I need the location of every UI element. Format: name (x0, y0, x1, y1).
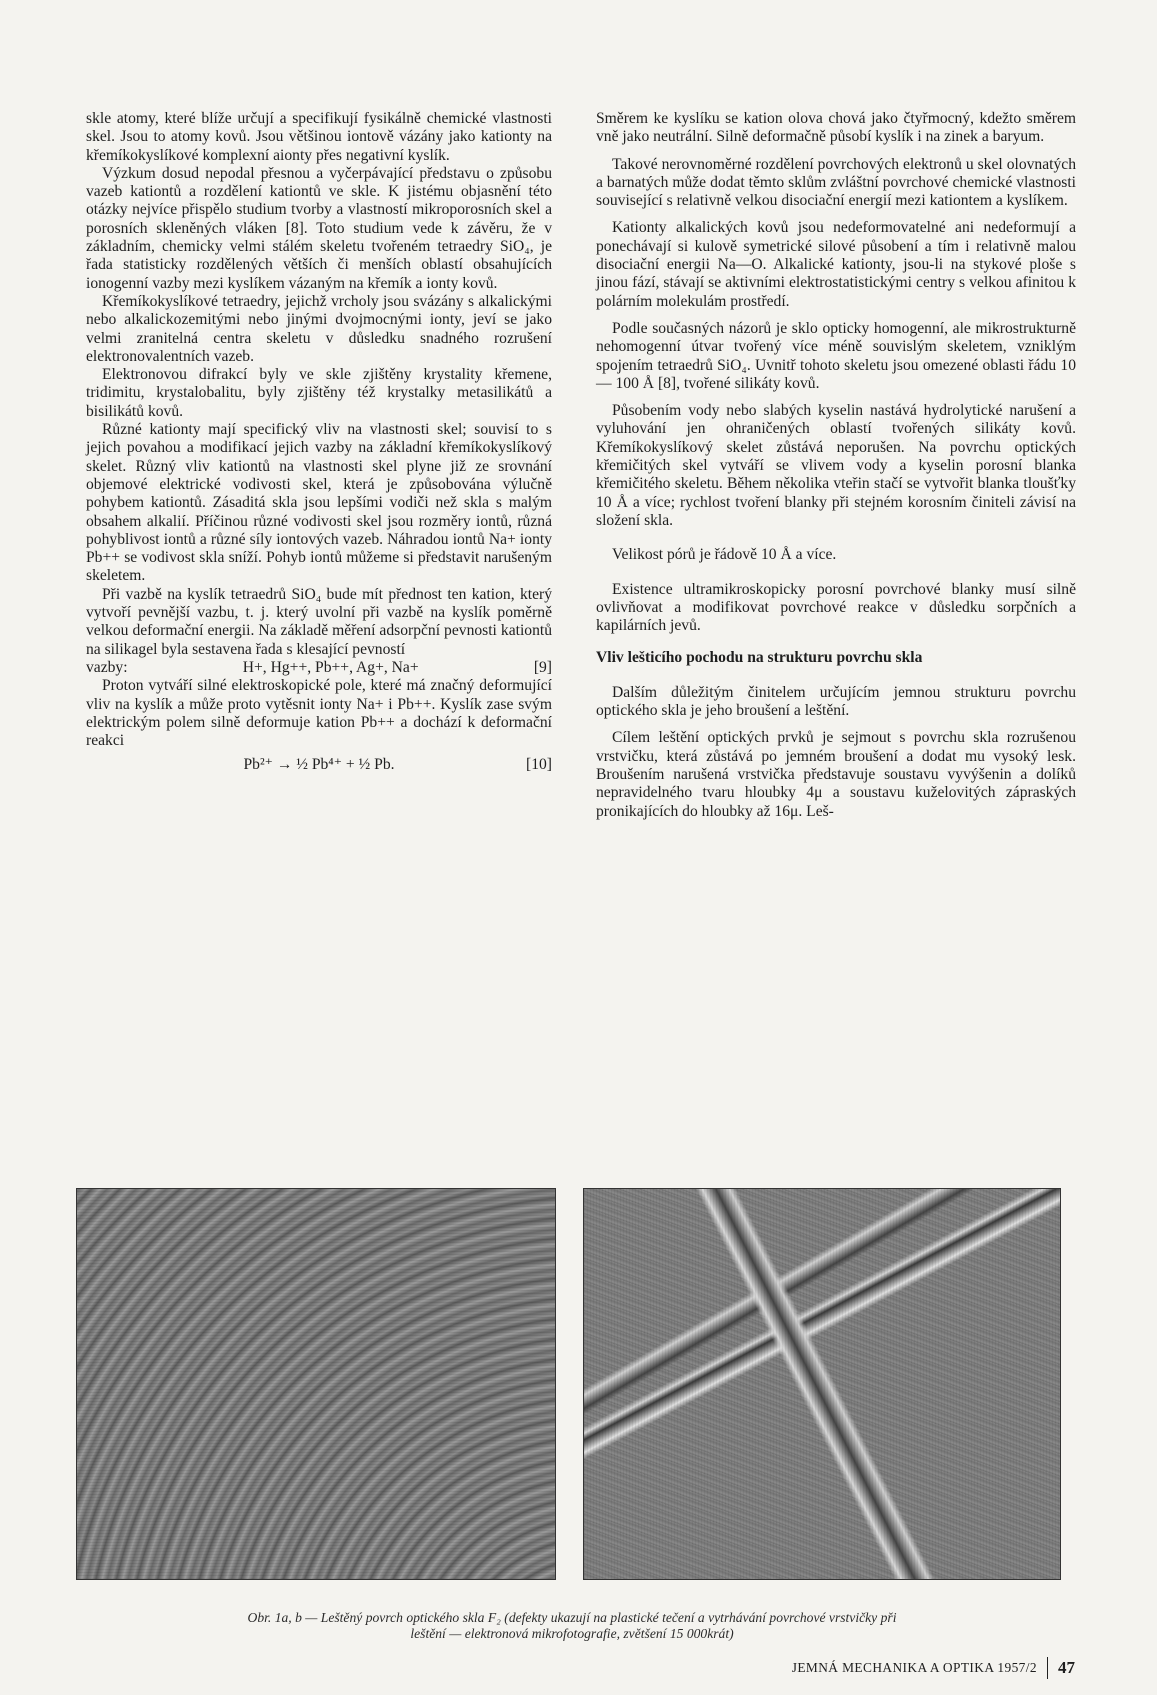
paragraph: Směrem ke kyslíku se kation olova chová jako čtyřmocný, kdežto směrem vně jako neutrální. Silně deformačně působí kyslík i na zinek a baryum. (596, 110, 1076, 146)
paragraph: Takové nerovnoměrné rozdělení povrchových elektronů u skel olovnatých a barnatých může dodat těmto sklům zvláštní povrchové chemické vlastnosti související s relativně velkou disociační energií mezi kationtem a kyslíkem. (596, 155, 1076, 210)
paragraph: Působením vody nebo slabých kyselin nastává hydrolytické narušení a vyluhování jen ohraničených oblastí tvořených silikáty kovů. Křemíkokyslíkový skelet zůstává neporušen. Na povrchu optických křemičitých skel vytváří se vlivem vody a kyselin porosní blanka křemičitého skeletu. Během několika vteřin stačí se vytvořit blanka tloušťky 10 Å a více; rychlost tvoření blanky při stejném korosním činiteli závisí na složení skla. (596, 402, 1076, 529)
series-number: [9] (533, 658, 552, 676)
paragraph: Různé kationty mají specifický vliv na vlastnosti skel; souvisí to s jejich povahou a modifikací jejich vazby na základní křemíkokyslíkový skelet. Různý vliv kationtů na vlastnosti skel plyne již ze srovnání objemové elektrické vodivosti skel, která je způsobována výlučně pohybem kationtů. Zásaditá skla jsou lepšími vodiči než skla s malým obsahem alkalií. Příčinou různé vodivosti skel jsou rozměry iontů, různá pohyblivost iontů a různé síly iontových vazeb. Náhradou iontů Na+ ionty Pb++ se vodivost skla sníží. Pohyb iontů můžeme si představit narušeným skeletem. (86, 421, 552, 585)
micrograph-1a (76, 1188, 556, 1580)
right-column (596, 110, 1076, 830)
paragraph: Při vazbě na kyslík tetraedrů SiO₄ bude mít přednost ten kation, který vytvoří pevnější vazbu, t. j. který uvolní při vazbě na kyslík poměrně velkou deformační energii. Na základě měření adsorpční pevnosti kationtů na silikagel byla sestavena řada s klesající pevností (86, 585, 552, 658)
paragraph: skle atomy, které blíže určují a specifikují fysikálně chemické vlastnosti skel. Jsou to atomy kovů. Jsou většinou iontově vázány jako kationty na křemíkokyslíkové komplexní aionty přes negativní kyslík. (86, 110, 552, 164)
paragraph: Velikost pórů je řádově 10 Å a více. (612, 546, 837, 564)
paragraph: Podle současných názorů je sklo opticky homogenní, ale mikrostrukturně nehomogenní útvar tvořený více méně souvislým skeletem, vzniklým spojením tetraedrů SiO₄. Uvnitř tohoto skeletu jsou omezené oblasti řádu 10 — 100 Å [8], tvořené silikáty kovů. (596, 319, 1076, 392)
cation-series (86, 659, 552, 677)
left-column (86, 110, 552, 775)
equation-number: [10] (526, 756, 552, 774)
paragraph: Křemíkokyslíkové tetraedry, jejichž vrcholy jsou svázány s alkalickými nebo alkalickozemitými nebo jinými dvojmocnými ionty, jeví se jako velmi zranitelná centra skeletu v důsledku snadného rozrušení elektronovalentních vazeb. (86, 292, 552, 365)
page-number: 47 (1058, 1658, 1075, 1677)
paragraph: Dalším důležitým činitelem určujícím jemnou strukturu povrchu optického skla je jeho broušení a leštění. (596, 683, 1076, 720)
paragraph: Elektronovou difrakcí byly ve skle zjištěny krystality křemene, tridimitu, krystalobalitu, byly zjištěny též krystalky metasilikátů a bisilikátů kovů. (86, 366, 552, 420)
section-heading: Vliv lešticího pochodu na strukturu povrchu skla (596, 649, 923, 667)
micrograph-1b (583, 1188, 1061, 1580)
paragraph: Výzkum dosud nepodal přesnou a vyčerpávající představu o způsobu vazeb kationtů a rozdělení kationtů ve skle. K jistému objasnění této otázky nejvíce přispělo studium tvorby a vlastností mikroporosních skel a porosních skleněných vláken [8]. Toto studium vede k závěru, že v základním, chemicky velmi stálém skeletu tvořeném tetraedry SiO₄, je řada statisticky rozdělených větších či menších oblastí obsahujících ionogenní vazby mezi kyslíkem vázaným na křemík a ionty kovů. (86, 164, 552, 292)
paragraph: Kationty alkalických kovů jsou nedeformovatelné ani nedeformují a ponechávají si kulově symetrické silové působení a tím i relativně malou disociační energii Na—O. Alkalické kationty, jsou-li na stykové ploše s jinou fází, stávají se aktivními elektrostatistickými centry s velkou afinitou k polárním molekulám prostředí. (596, 219, 1076, 310)
caption-line: Obr. 1a, b — Leštěný povrch optického skla F₂ (defekty ukazují na plastické tečení a vytrhávání povrchové vrstvičky při (247, 1610, 897, 1625)
paragraph: Existence ultramikroskopicky porosní povrchové blanky musí silně ovlivňovat a modifikovat povrchové reakce v důsledku sorpčních a kapilárních jevů. (596, 580, 1076, 635)
page-footer (792, 1657, 1075, 1679)
series-values: H+, Hg++, Pb++, Ag+, Na+ (242, 658, 419, 676)
footer-divider (1047, 1657, 1048, 1679)
journal-name: JEMNÁ MECHANIKA A OPTIKA 1957/2 (791, 1660, 1037, 1675)
paragraph: Proton vytváří silné elektroskopické pole, které má značný deformující vliv na kyslík a může proto vytěsnit ionty Na+ i Pb++. Kyslík zase svým elektrickým polem silně deformuje kation Pb++ a dochází k deformační reakci (86, 677, 552, 750)
equation (86, 756, 552, 774)
caption-line: leštění — elektronová mikrofotografie, zvětšení 15 000krát) (410, 1626, 734, 1641)
series-label: vazby: (86, 658, 128, 676)
paragraph: Cílem leštění optických prvků je sejmout s povrchu skla rozrušenou vrstvičku, která zůstává po jemném broušení a dodat mu vysoký lesk. Broušením narušená vrstvička představuje soustavu vyvýšenin a dolíků nepravidelného tvaru hloubky 4μ a soustavu kuželovitých zápraských pronikajících do hloubky až 16μ. Leš- (596, 729, 1076, 820)
figure-caption (72, 1610, 1072, 1642)
equation-text: Pb²⁺ → ½ Pb⁴⁺ + ½ Pb. (243, 756, 395, 774)
